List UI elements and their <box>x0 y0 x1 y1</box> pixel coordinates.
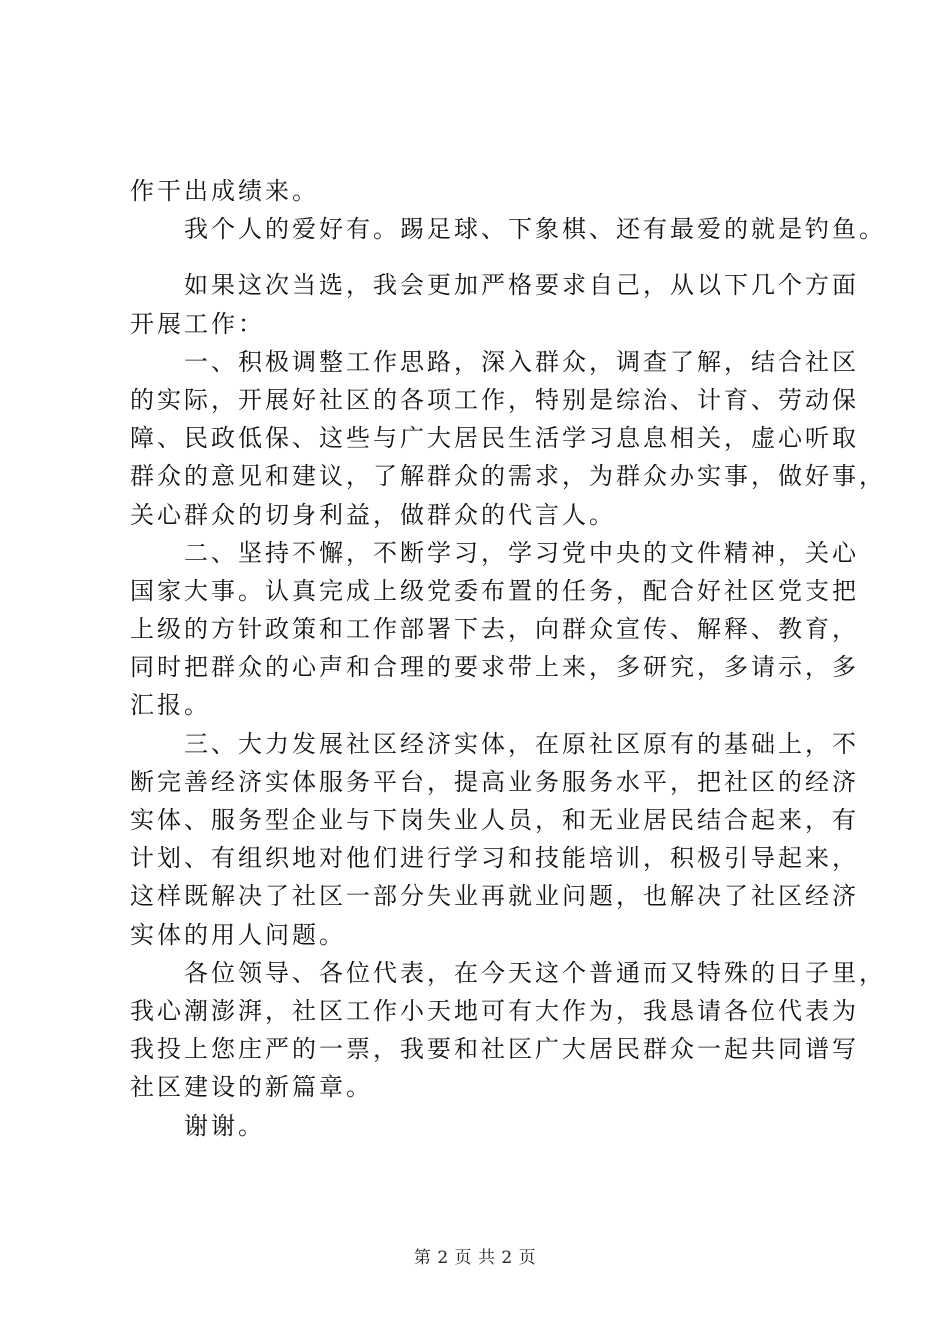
text-line: 障、民政低保、这些与广大居民生活学习息息相关，虚心听取 <box>130 424 859 453</box>
paragraph-gap <box>130 248 860 266</box>
text-line: 各位领导、各位代表，在今天这个普通而又特殊的日子里， <box>184 958 886 987</box>
text-line: 实体的用人问题。 <box>130 920 346 949</box>
text-line: 同时把群众的心声和合理的要求带上来，多研究，多请示，多 <box>130 653 859 682</box>
page-footer: 第 2 页 共 2 页 <box>413 1248 537 1268</box>
text-line: 上级的方针政策和工作部署下去，向群众宣传、解释、教育， <box>130 615 859 644</box>
text-line: 三、大力发展社区经济实体，在原社区原有的基础上，不 <box>184 729 859 758</box>
text-line: 如果这次当选，我会更加严格要求自己，从以下几个方面 <box>184 271 859 300</box>
text-line: 开展工作： <box>130 309 265 338</box>
text-line: 计划、有组织地对他们进行学习和技能培训，积极引导起来， <box>130 844 859 873</box>
text-line: 我个人的爱好有。踢足球、下象棋、还有最爱的就是钓鱼。 <box>184 215 886 244</box>
text-line: 汇报。 <box>130 691 211 720</box>
text-line: 我投上您庄严的一票，我要和社区广大居民群众一起共同谱写 <box>130 1035 859 1064</box>
text-line: 实体、服务型企业与下岗失业人员，和无业居民结合起来，有 <box>130 806 859 834</box>
text-line: 社区建设的新篇章。 <box>130 1073 373 1102</box>
text-line: 关心群众的切身利益，做群众的代言人。 <box>130 500 616 529</box>
text-line: 这样既解决了社区一部分失业再就业问题，也解决了社区经济 <box>130 882 859 911</box>
text-line: 谢谢。 <box>184 1111 265 1140</box>
text-line: 国家大事。认真完成上级党委布置的任务，配合好社区党支把 <box>130 576 859 605</box>
text-line: 作干出成绩来。 <box>130 177 319 205</box>
text-line: 二、坚持不懈，不断学习，学习党中央的文件精神，关心 <box>184 538 859 567</box>
text-line: 的实际，开展好社区的各项工作，特别是综治、计育、劳动保 <box>130 385 859 414</box>
text-line: 断完善经济实体服务平台，提高业务服务水平，把社区的经济 <box>130 767 859 796</box>
document-body <box>130 172 886 1145</box>
text-line: 一、积极调整工作思路，深入群众，调查了解，结合社区 <box>184 347 859 376</box>
text-line: 群众的意见和建议，了解群众的需求，为群众办实事，做好事， <box>130 462 886 491</box>
text-line: 我心潮澎湃，社区工作小天地可有大作为，我恳请各位代表为 <box>130 996 859 1025</box>
